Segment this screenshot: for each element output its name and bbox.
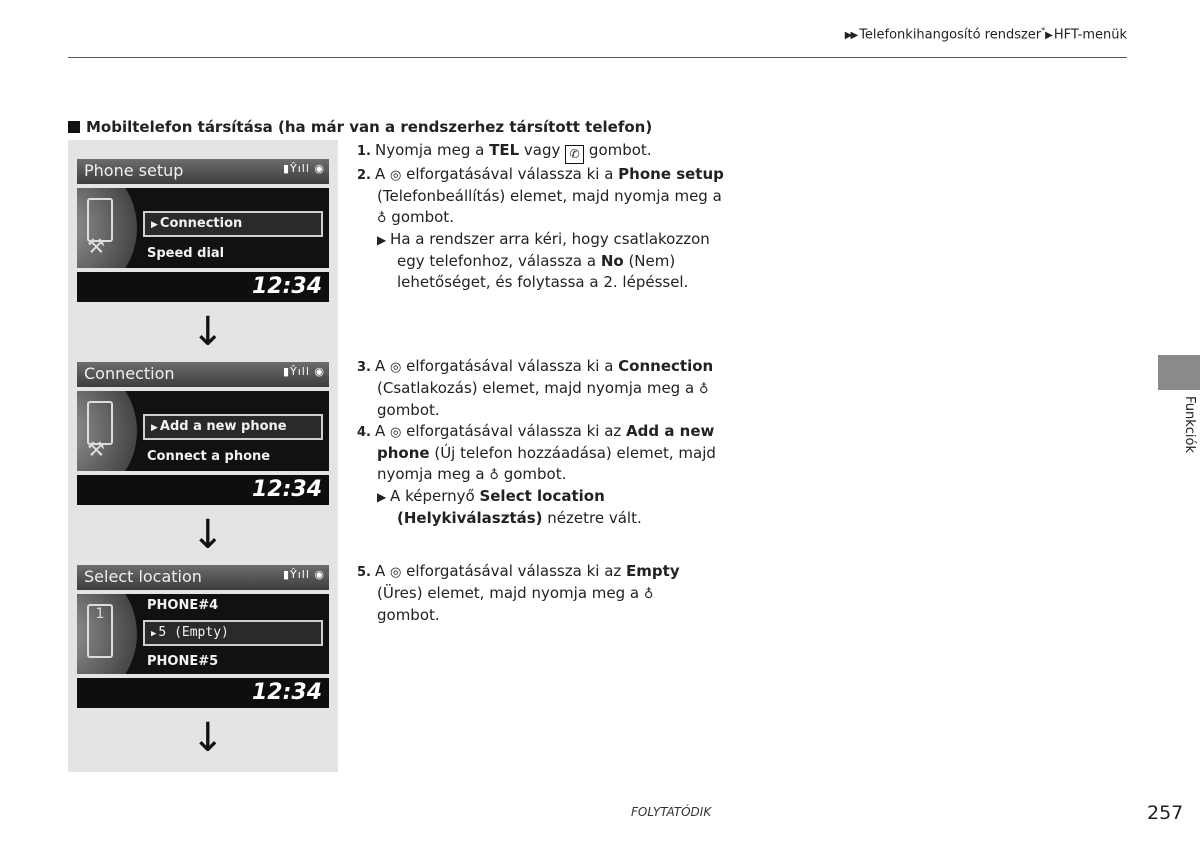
step-number: 2. (357, 168, 371, 183)
menu-item: PHONE#5 (147, 654, 219, 669)
step-line (357, 251, 724, 272)
page-number: 257 (1147, 802, 1184, 824)
breadcrumb (845, 26, 1127, 42)
breadcrumb-arrow-icon: ▶ (1045, 30, 1051, 42)
screen-title-bar (77, 362, 329, 387)
breadcrumb-item: Telefonkihangosító rendszer (859, 27, 1042, 43)
step-2 (357, 164, 724, 186)
screen-body (77, 188, 329, 268)
selector-knob-icon: ◎ (390, 425, 402, 440)
square-bullet-icon (68, 121, 80, 133)
menu-item-selected (143, 414, 323, 440)
step-3 (357, 356, 716, 378)
steps-block-1 (357, 140, 724, 293)
caret-icon: ▶ (151, 629, 157, 639)
step-text: (Új telefon hozzáadása) elemet, majd (429, 444, 716, 462)
caret-icon: ▶ (151, 423, 158, 433)
chapter-tab-label: Funkciók (1182, 396, 1197, 454)
menu-item: Connect a phone (147, 449, 271, 464)
down-arrow-icon: ↓ (191, 309, 225, 355)
step-text: gombot. (386, 208, 454, 226)
screen-phone-setup (77, 159, 329, 302)
note-arrow-icon: ▶ (377, 490, 391, 504)
screen-title-bar (77, 159, 329, 184)
status-icons: ▮Ŷıll ◉ (282, 568, 325, 581)
screen-connection (77, 362, 329, 505)
step-bold: (Helykiválasztás) (397, 509, 543, 527)
step-text: elforgatásával válassza ki az (401, 562, 627, 580)
step-line (357, 443, 716, 464)
step-text: elforgatásával válassza ki a (401, 165, 619, 183)
clock-bar (77, 475, 329, 505)
step-text: Nyomja meg a (374, 141, 490, 159)
screen-title: Phone setup (84, 161, 184, 180)
screen-select-location (77, 565, 329, 708)
step-bold: Phone setup (618, 165, 724, 183)
screen-body (77, 391, 329, 471)
menu-item-label: Add a new phone (159, 419, 287, 434)
step-text: elforgatásával válassza ki a (401, 357, 619, 375)
step-text: elforgatásával válassza ki az (401, 422, 627, 440)
press-knob-icon: ♁ (489, 468, 499, 483)
header-divider (68, 57, 1127, 58)
screen-title-bar (77, 565, 329, 590)
menu-item-selected (143, 211, 323, 237)
step-text: gombot. (377, 401, 440, 419)
step-line (357, 207, 724, 229)
step-text: lehetőséget, és folytassa a 2. lépéssel. (397, 273, 689, 291)
step-text: gombot. (377, 606, 440, 624)
step-text: Ha a rendszer arra kéri, hogy csatlakozzon (390, 230, 710, 248)
step-number: 3. (357, 360, 371, 375)
step-text: A (374, 357, 391, 375)
steps-block-3 (357, 561, 680, 626)
down-arrow-icon: ↓ (191, 715, 225, 761)
down-arrow-icon: ↓ (191, 512, 225, 558)
breadcrumb-arrow-icon: ▶▶ (844, 30, 857, 42)
selector-knob-icon: ◎ (390, 168, 402, 183)
step-bold: phone (377, 444, 430, 462)
step-note (357, 229, 724, 251)
breadcrumb-item: HFT-menük (1053, 27, 1127, 43)
menu-item: PHONE#4 (147, 598, 219, 613)
screen-title: Connection (84, 364, 175, 383)
footnote-star: * (1041, 26, 1046, 35)
step-text: A képernyő (390, 487, 480, 505)
section-title (68, 118, 652, 136)
chapter-tab (1158, 355, 1200, 390)
step-text: egy telefonhoz, válassza a (397, 252, 601, 270)
screen-body (77, 594, 329, 674)
step-text: gombot. (498, 465, 567, 483)
menu-item-label: 5 (Empty) (158, 625, 229, 640)
step-text: (Nem) (623, 252, 676, 270)
step-bold: Empty (626, 562, 680, 580)
steps-block-2 (357, 356, 716, 529)
step-bold: TEL (489, 141, 520, 159)
status-icons: ▮Ŷıll ◉ (282, 365, 325, 378)
clock: 12:34 (251, 680, 322, 705)
step-number: 1. (357, 144, 371, 159)
step-bold: Add a new (626, 422, 715, 440)
step-4 (357, 421, 716, 443)
step-1 (357, 140, 724, 164)
note-arrow-icon: ▶ (377, 233, 391, 247)
continue-label: FOLYTATÓDIK (631, 805, 712, 819)
caret-icon: ▶ (151, 220, 158, 230)
handset-icon (87, 604, 113, 658)
step-text: A (374, 165, 391, 183)
device-number: 1 (95, 606, 105, 622)
clock: 12:34 (251, 477, 322, 502)
step-line (357, 378, 716, 400)
step-text: A (374, 562, 391, 580)
step-number: 4. (357, 425, 371, 440)
menu-item-selected (143, 620, 323, 646)
step-text: vagy (519, 141, 566, 159)
clock-bar (77, 678, 329, 708)
step-text: gombot. (584, 141, 652, 159)
phone-button-icon: ✆ (565, 145, 584, 164)
step-bold: Select location (479, 487, 605, 505)
step-note (357, 486, 716, 508)
selector-knob-icon: ◎ (390, 565, 402, 580)
step-line (357, 583, 680, 605)
press-knob-icon: ♁ (377, 211, 387, 226)
clock-bar (77, 272, 329, 302)
clock: 12:34 (251, 274, 322, 299)
selector-knob-icon: ◎ (390, 360, 402, 375)
step-text: nyomja meg a (377, 465, 490, 483)
step-text: A (374, 422, 391, 440)
menu-item: Speed dial (147, 246, 225, 261)
step-line (357, 508, 716, 529)
wrench-icon: ⚒ (87, 234, 105, 258)
step-text: (Üres) elemet, majd nyomja meg a (377, 584, 640, 602)
step-line (357, 464, 716, 486)
screen-title: Select location (84, 567, 202, 586)
step-5 (357, 561, 680, 583)
menu-item-label: Connection (159, 216, 243, 231)
step-bold: No (600, 252, 624, 270)
step-number: 5. (357, 565, 371, 580)
step-bold: Connection (618, 357, 714, 375)
wrench-icon: ⚒ (87, 437, 105, 461)
step-text: nézetre vált. (542, 509, 642, 527)
step-text: (Csatlakozás) elemet, majd nyomja meg a (377, 379, 695, 397)
section-title-text: Mobiltelefon társítása (ha már van a rendszerhez társított telefon) (86, 118, 653, 136)
status-icons: ▮Ŷıll ◉ (282, 162, 325, 175)
press-knob-icon: ♁ (643, 587, 654, 602)
press-knob-icon: ♁ (698, 382, 709, 397)
step-text: (Telefonbeállítás) elemet, majd nyomja meg a (377, 187, 722, 205)
